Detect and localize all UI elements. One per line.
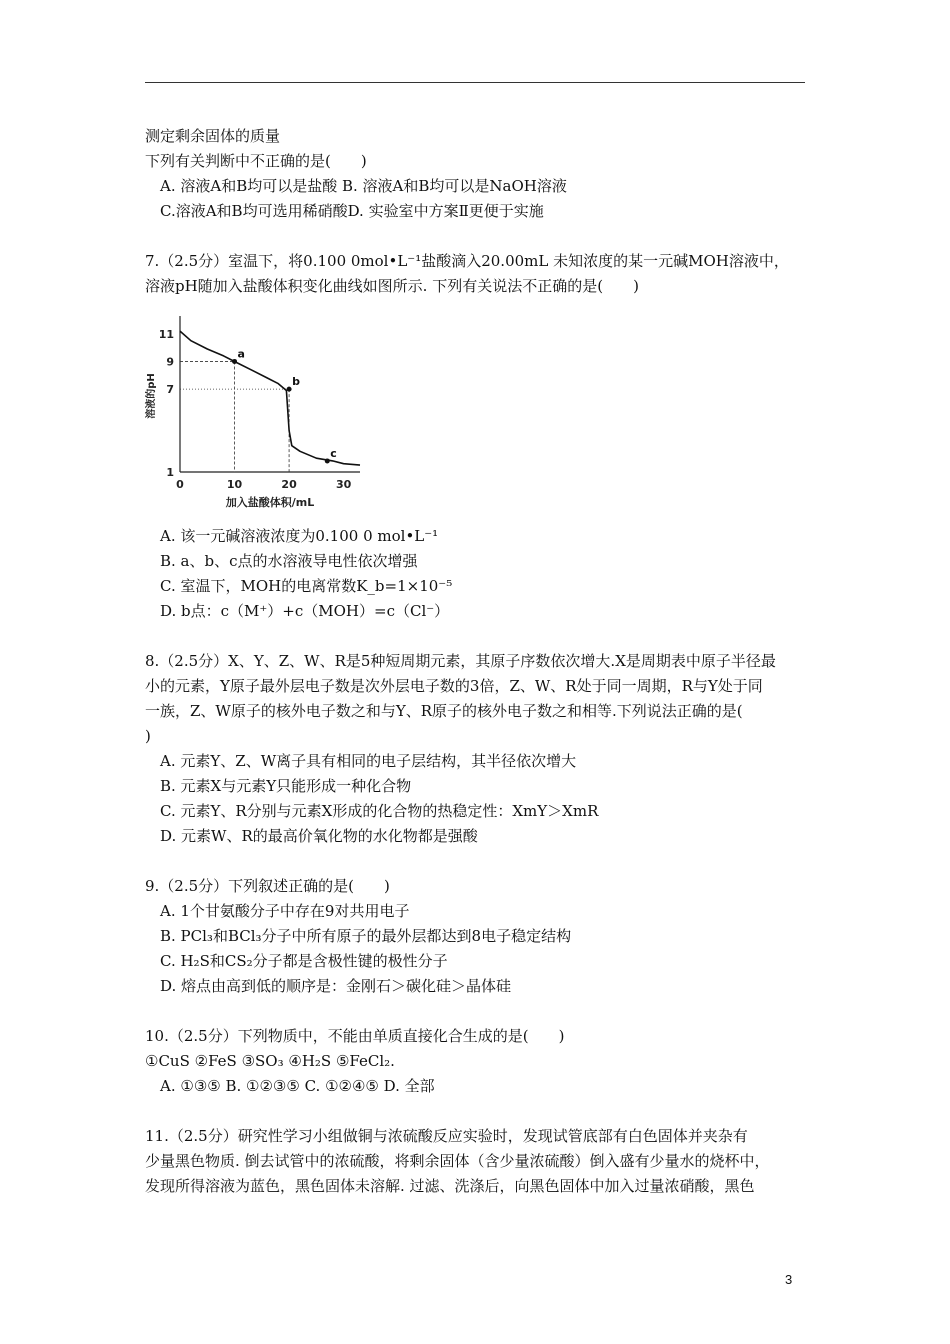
- q6-continued-text: 测定剩余固体的质量: [145, 127, 281, 145]
- q9-option-a: A. 1个甘氨酸分子中存在9对共用电子: [160, 902, 410, 920]
- q7-stem-line2: 溶液pH随加入盐酸体积变化曲线如图所示. 下列有关说法不正确的是( ): [145, 277, 639, 295]
- page-number: 3: [785, 1272, 793, 1287]
- x-tick-label: 30: [335, 478, 352, 491]
- q8-option-d: D. 元素W、R的最高价氧化物的水化物都是强酸: [160, 827, 478, 845]
- point-label-b: b: [292, 375, 300, 389]
- q11-stem-line1: 11.（2.5分）研究性学习小组做铜与浓硫酸反应实验时，发现试管底部有白色固体并夹杂有: [145, 1127, 748, 1145]
- q7-option-b: B. a、b、c点的水溶液导电性依次增强: [160, 552, 418, 570]
- point-label-c: c: [330, 446, 337, 460]
- y-axis-label: 溶液的pH: [146, 373, 157, 419]
- q11-stem-line2: 少量黑色物质. 倒去试管中的浓硫酸，将剩余固体（含少量浓硫酸）倒入盛有少量水的烧杯中，: [145, 1152, 770, 1170]
- x-axis-label: 加入盐酸体积/mL: [225, 496, 315, 509]
- chart-points: [232, 347, 337, 463]
- q11-stem-line3: 发现所得溶液为蓝色，黑色固体未溶解. 过滤、洗涤后，向黑色固体中加入过量浓硝酸，黑色: [145, 1177, 755, 1195]
- ph-titration-chart: [140, 310, 370, 520]
- point-a: [232, 359, 237, 364]
- x-tick-label: 0: [176, 478, 184, 491]
- chart-guide-lines: [180, 361, 289, 472]
- q8-stem-line1: 8.（2.5分）X、Y、Z、W、R是5种短周期元素，其原子序数依次增大.X是周期表中原子半径最: [145, 652, 776, 670]
- x-tick-label: 20: [281, 478, 297, 491]
- chart-series: [180, 331, 360, 465]
- q7-option-a: A. 该一元碱溶液浓度为0.100 0 mol•L⁻¹: [160, 527, 439, 545]
- q7-option-d: D. b点：c（M⁺）+c（MOH）=c（Cl⁻）: [160, 602, 450, 620]
- q6-prompt: 下列有关判断中不正确的是( ): [145, 152, 367, 170]
- q8-option-b: B. 元素X与元素Y只能形成一种化合物: [160, 777, 412, 795]
- y-tick-label: 1: [166, 466, 174, 479]
- ph-curve: [180, 331, 360, 465]
- q6-options-cd: C.溶液A和B均可选用稀硝酸D. 实验室中方案Ⅱ更便于实施: [160, 202, 544, 220]
- q8-stem-line3: 一族，Z、W原子的核外电子数之和与Y、R原子的核外电子数之和相等.下列说法正确的是(: [145, 702, 743, 720]
- q10-substances: ①CuS ②FeS ③SO₃ ④H₂S ⑤FeCl₂.: [145, 1052, 395, 1070]
- header-rule: [145, 82, 805, 83]
- q7-stem-line1: 7.（2.5分）室温下，将0.100 0mol•L⁻¹盐酸滴入20.00mL 未知浓度的某一元碱MOH溶液中，: [145, 252, 789, 270]
- y-tick-label: 11: [158, 327, 174, 341]
- q9-option-b: B. PCl₃和BCl₃分子中所有原子的最外层都达到8电子稳定结构: [160, 927, 572, 945]
- q10-options: A. ①③⑤ B. ①②③⑤ C. ①②④⑤ D. 全部: [160, 1077, 435, 1095]
- point-label-a: a: [237, 347, 245, 361]
- q8-stem-line2: 小的元素，Y原子最外层电子数是次外层电子数的3倍，Z、W、R处于同一周期，R与Y处于同: [145, 677, 763, 695]
- y-tick-label: 7: [166, 383, 174, 397]
- q8-stem-line4: ): [145, 727, 151, 745]
- x-tick-label: 10: [226, 478, 243, 491]
- q9-option-d: D. 熔点由高到低的顺序是：金刚石＞碳化硅＞晶体硅: [160, 977, 512, 995]
- q9-option-c: C. H₂S和CS₂分子都是含极性键的极性分子: [160, 952, 448, 970]
- y-tick-label: 9: [166, 355, 174, 369]
- point-c: [325, 458, 330, 463]
- q9-stem: 9.（2.5分）下列叙述正确的是( ): [145, 877, 390, 895]
- chart-labels: [144, 328, 352, 509]
- q8-option-c: C. 元素Y、R分别与元素X形成的化合物的热稳定性：XmY＞XmR: [160, 802, 599, 820]
- q8-option-a: A. 元素Y、Z、W离子具有相同的电子层结构，其半径依次增大: [160, 752, 577, 770]
- q6-options-ab: A. 溶液A和B均可以是盐酸 B. 溶液A和B均可以是NaOH溶液: [160, 177, 567, 195]
- point-b: [287, 387, 292, 392]
- q10-stem: 10.（2.5分）下列物质中，不能由单质直接化合生成的是( ): [145, 1027, 565, 1045]
- q7-option-c: C. 室温下，MOH的电离常数K_b=1×10⁻⁵: [160, 577, 453, 595]
